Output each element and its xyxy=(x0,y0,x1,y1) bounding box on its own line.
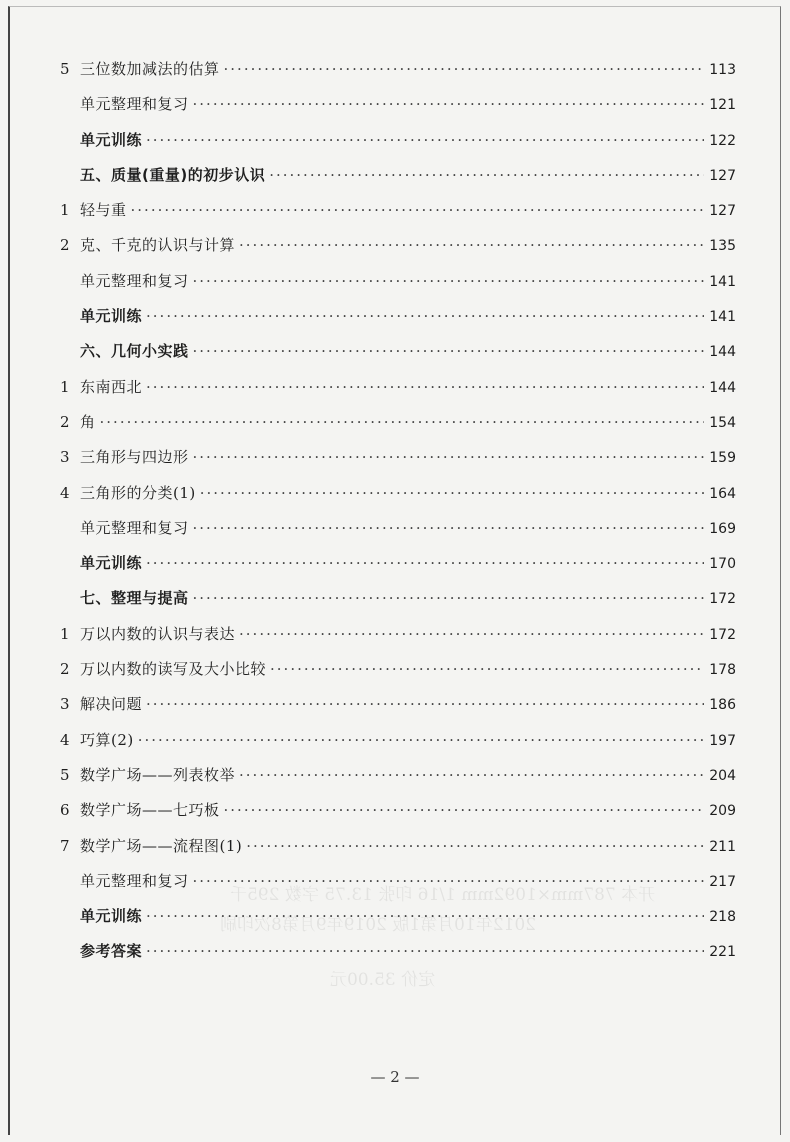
toc-entry-title: 克、千克的认识与计算 xyxy=(80,236,236,255)
toc-entry-page: 172 xyxy=(709,591,736,608)
toc-entry-title: 轻与重 xyxy=(80,201,127,220)
toc-entry-title: 三角形与四边形 xyxy=(80,448,189,467)
dot-leader xyxy=(224,793,704,828)
toc-entry xyxy=(60,546,736,581)
toc-entry-number: 1 xyxy=(60,377,70,396)
toc-entry xyxy=(60,793,736,828)
dot-leader xyxy=(100,405,704,440)
dot-leader xyxy=(193,581,704,616)
toc-entry-page: 164 xyxy=(709,485,736,502)
toc-entry-number: 1 xyxy=(60,624,70,643)
toc-entry-title: 数学广场——列表枚举 xyxy=(80,765,236,784)
toc-entry xyxy=(60,158,736,193)
dot-leader xyxy=(270,652,704,687)
toc-entry-page: 127 xyxy=(709,167,736,184)
toc-entry-number: 4 xyxy=(60,483,70,502)
toc-entry-page: 113 xyxy=(709,62,736,78)
toc-entry xyxy=(60,299,736,334)
dot-leader xyxy=(193,440,704,475)
toc-entry-title: 三位数加减法的估算 xyxy=(80,60,220,78)
toc-entry xyxy=(60,370,736,405)
toc-entry-title: 单元训练 xyxy=(80,130,143,149)
table-of-contents xyxy=(60,52,736,970)
dot-leader xyxy=(146,299,704,334)
toc-entry-title: 万以内数的读写及大小比较 xyxy=(80,660,267,679)
toc-entry xyxy=(60,405,736,440)
toc-entry xyxy=(60,899,736,934)
toc-entry-page: 172 xyxy=(709,626,736,643)
toc-entry-number: 1 xyxy=(60,201,70,220)
toc-entry-title: 七、整理与提高 xyxy=(80,589,189,608)
toc-entry xyxy=(60,476,736,511)
toc-entry-page: 197 xyxy=(709,732,736,749)
toc-entry xyxy=(60,723,736,758)
dot-leader xyxy=(138,723,704,758)
toc-entry-number: 3 xyxy=(60,448,70,467)
toc-entry xyxy=(60,758,736,793)
dot-leader xyxy=(193,264,704,299)
toc-entry-page: 211 xyxy=(709,838,736,855)
toc-entry xyxy=(60,652,736,687)
dot-leader xyxy=(146,687,704,722)
toc-entry-title: 参考答案 xyxy=(80,942,143,961)
dot-leader xyxy=(193,87,704,122)
toc-entry-page: 204 xyxy=(709,767,736,784)
toc-entry-page: 127 xyxy=(709,203,736,220)
toc-entry xyxy=(60,123,736,158)
toc-entry-number: 6 xyxy=(60,801,70,820)
toc-entry xyxy=(60,228,736,263)
toc-entry-page: 209 xyxy=(709,803,736,820)
toc-entry-page: 217 xyxy=(709,873,736,890)
bleed-through: 2012年10月第1版 2019年9月第8次印刷 xyxy=(220,915,537,935)
toc-entry-title: 单元整理和复习 xyxy=(80,95,189,114)
dot-leader xyxy=(269,158,704,193)
dot-leader xyxy=(193,511,704,546)
toc-entry-number: 2 xyxy=(60,412,70,431)
toc-entry xyxy=(60,52,736,87)
toc-entry-title: 单元训练 xyxy=(80,554,143,573)
toc-entry-page: 221 xyxy=(709,944,736,961)
toc-entry xyxy=(60,934,736,969)
dot-leader xyxy=(146,546,704,581)
toc-entry xyxy=(60,617,736,652)
toc-entry-number: 2 xyxy=(60,236,70,255)
toc-entry xyxy=(60,581,736,616)
toc-entry-page: 159 xyxy=(709,450,736,467)
toc-entry-title: 单元整理和复习 xyxy=(80,518,189,537)
dot-leader xyxy=(146,123,704,158)
toc-entry-page: 144 xyxy=(709,379,736,396)
toc-entry xyxy=(60,87,736,122)
toc-entry-page: 186 xyxy=(709,697,736,714)
toc-entry-title: 六、几何小实践 xyxy=(80,342,189,361)
dot-leader xyxy=(224,52,704,87)
bleed-through: 定价 35.00元 xyxy=(330,970,436,990)
toc-entry-page: 144 xyxy=(709,344,736,361)
toc-entry-page: 154 xyxy=(709,414,736,431)
toc-entry xyxy=(60,687,736,722)
toc-entry-title: 数学广场——七巧板 xyxy=(80,801,220,820)
dot-leader xyxy=(239,617,704,652)
toc-entry-page: 122 xyxy=(709,132,736,149)
toc-entry-page: 170 xyxy=(709,556,736,573)
dot-leader xyxy=(146,899,704,934)
toc-entry xyxy=(60,264,736,299)
dot-leader xyxy=(146,370,704,405)
toc-entry xyxy=(60,440,736,475)
toc-entry-title: 解决问题 xyxy=(80,695,143,714)
toc-entry-title: 角 xyxy=(80,412,96,431)
toc-entry-page: 135 xyxy=(709,238,736,255)
toc-entry-title: 单元训练 xyxy=(80,307,143,326)
toc-entry-title: 数学广场——流程图(1) xyxy=(80,836,243,855)
toc-entry-title: 单元训练 xyxy=(80,907,143,926)
dot-leader xyxy=(246,829,704,864)
toc-entry-page: 141 xyxy=(709,273,736,290)
toc-entry-title: 五、质量(重量)的初步认识 xyxy=(80,165,266,184)
toc-entry xyxy=(60,829,736,864)
toc-entry-title: 巧算(2) xyxy=(80,730,134,749)
toc-entry-page: 169 xyxy=(709,520,736,537)
toc-entry-number: 7 xyxy=(60,836,70,855)
bleed-through: 开本 787mm×1092mm 1/16 印张 13.75 字数 295千 xyxy=(230,885,656,905)
page-number: — 2 — xyxy=(370,1068,420,1086)
dot-leader xyxy=(239,228,704,263)
dot-leader xyxy=(200,476,704,511)
toc-entry-number: 4 xyxy=(60,730,70,749)
toc-entry xyxy=(60,511,736,546)
toc-entry-page: 218 xyxy=(709,909,736,926)
toc-entry-page: 141 xyxy=(709,309,736,326)
toc-entry xyxy=(60,193,736,228)
dot-leader xyxy=(193,864,704,899)
dot-leader xyxy=(239,758,704,793)
toc-entry-page: 178 xyxy=(709,662,736,679)
dot-leader xyxy=(146,934,704,969)
toc-entry xyxy=(60,864,736,899)
toc-entry-title: 三角形的分类(1) xyxy=(80,483,196,502)
toc-entry-title: 东南西北 xyxy=(80,377,143,396)
toc-entry-number: 5 xyxy=(60,765,70,784)
toc-entry-page: 121 xyxy=(709,97,736,114)
toc-entry xyxy=(60,334,736,369)
toc-entry-title: 万以内数的认识与表达 xyxy=(80,624,236,643)
dot-leader xyxy=(193,334,704,369)
toc-entry-number: 5 xyxy=(60,60,70,78)
toc-entry-number: 2 xyxy=(60,660,70,679)
toc-entry-title: 单元整理和复习 xyxy=(80,871,189,890)
dot-leader xyxy=(131,193,704,228)
toc-entry-title: 单元整理和复习 xyxy=(80,271,189,290)
toc-entry-number: 3 xyxy=(60,695,70,714)
